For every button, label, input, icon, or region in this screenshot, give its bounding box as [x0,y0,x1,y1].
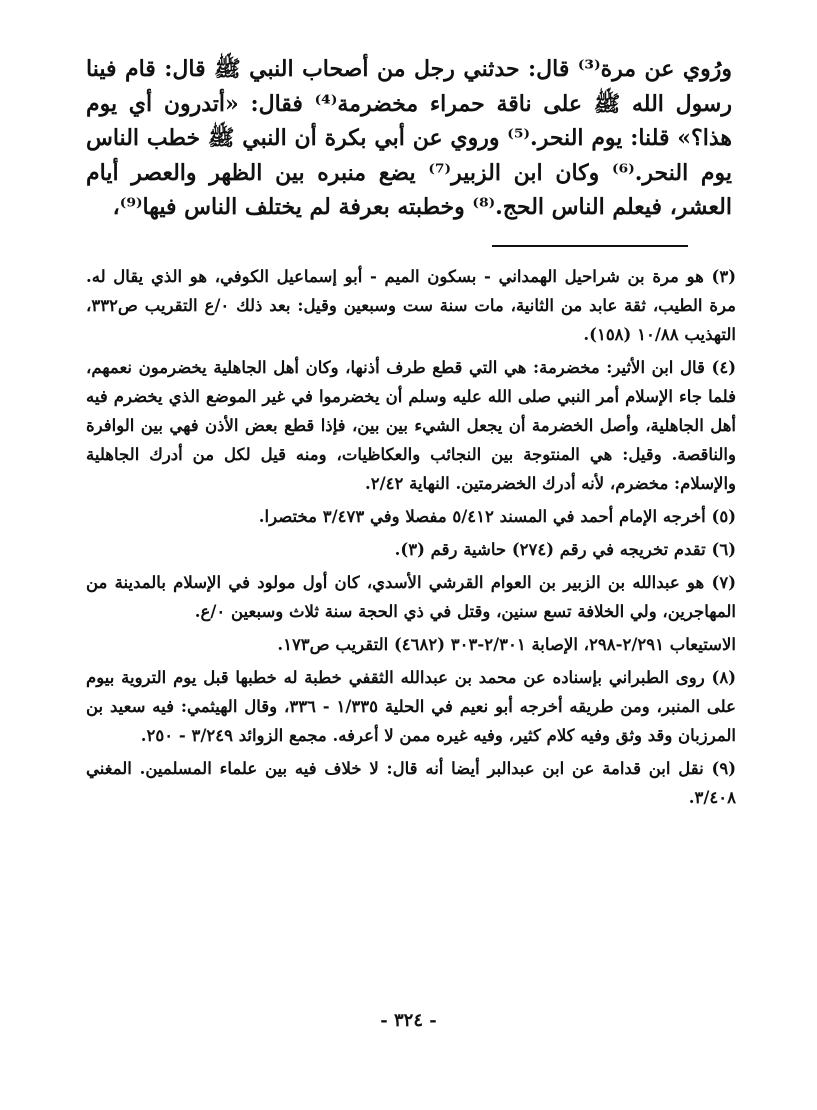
footnote-5: (٥) أخرجه الإمام أحمد في المسند ٥/٤١٢ مفصلا وفي ٣/٤٧٣ مختصرا. [258,507,736,526]
footnote-8: (٨) روى الطبراني بإسناده عن محمد بن عبدالله الثقفي خطبة له خطبها قبل يوم التروية بيوم على المنبر، ومن طريقه أخرجه أبو نعيم في الحلية ١/٣٣٥ - ٣٣٦، وقال الهيثمي: فيه سعيد بن المرزبان وقد وثق وفيه كلام كثير، وفيه غيره ممن لا أعرفه. مجمع الزوائد ٣/٢٤٩ - ٢٥٠. [86,668,736,745]
footnote-4: (٤) قال ابن الأثير: مخضرمة: هي التي قطع طرف أذنها، وكان أهل الجاهلية يخضرمون نعمهم، فلما جاء الإسلام أمر النبي صلى الله عليه وسلم أن يخضرموا في غير الموضع الذي يخضرم فيه أهل الجاهلية، وأصل الخضرمة أن يجعل الشيء بين بين، فإذا قطع بعض الأذن فهي بين الوافرة والناقصة. وقيل: هي المنتوجة بين النجائب والعكاظيات، ومنه قيل لكل من أدرك الجاهلية والإسلام: مخضرم، لأنه أدرك الخضرمتين. النهاية ٢/٤٢. [86,358,736,493]
footnote-9: (٩) نقل ابن قدامة عن ابن عبدالبر أيضا أنه قال: لا خلاف فيه بين علماء المسلمين. المغني ٣/٤٠٨. [86,759,736,807]
footnote-separator-rule [492,245,688,247]
main-text-block [86,52,732,225]
footnote-6: (٦) تقدم تخريجه في رقم (٢٧٤) حاشية رقم (٣). [394,540,736,559]
footnote-3: (٣) هو مرة بن شراحيل الهمداني - بسكون الميم - أبو إسماعيل الكوفي، هو الذي يقال له. مرة الطيب، ثقة عابد من الثانية، مات سنة ست وسبعين وقيل: بعد ذلك ٠/ع التقريب ص٣٣٢، التهذيب ١٠/٨٨ (١٥٨). [86,267,736,344]
footnote-7-sources: الاستيعاب ٢/٢٩١-٢٩٨، الإصابة ٢/٣٠١-٣٠٣ (٤٦٨٢) التقريب ص١٧٣. [277,635,736,654]
footnote-7: (٧) هو عبدالله بن الزبير بن العوام القرشي الأسدي، كان أول مولود في الإسلام بالمدينة من المهاجرين، ولي الخلافة تسع سنين، وقتل في ذي الحجة سنة ثلاث وسبعين ٠/ع. [86,573,736,621]
footnotes-block [86,262,736,816]
page-number: - ٣٢٤ - [380,1010,437,1031]
main-paragraph: ورُوي عن مرة⁽³⁾ قال: حدثني رجل من أصحاب النبي ﷺ قال: قام فينا رسول الله ﷺ على ناقة حمراء مخضرمة⁽⁴⁾ فقال: «أتدرون أي يوم هذا؟» قلنا: يوم النحر.⁽⁵⁾ وروي عن أبي بكرة أن النبي ﷺ خطب الناس يوم النحر.⁽⁶⁾ وكان ابن الزبير⁽⁷⁾ يضع منبره بين الظهر والعصر أيام العشر، فيعلم الناس الحج.⁽⁸⁾ وخطبته بعرفة لم يختلف الناس فيها⁽⁹⁾، [86,56,733,220]
